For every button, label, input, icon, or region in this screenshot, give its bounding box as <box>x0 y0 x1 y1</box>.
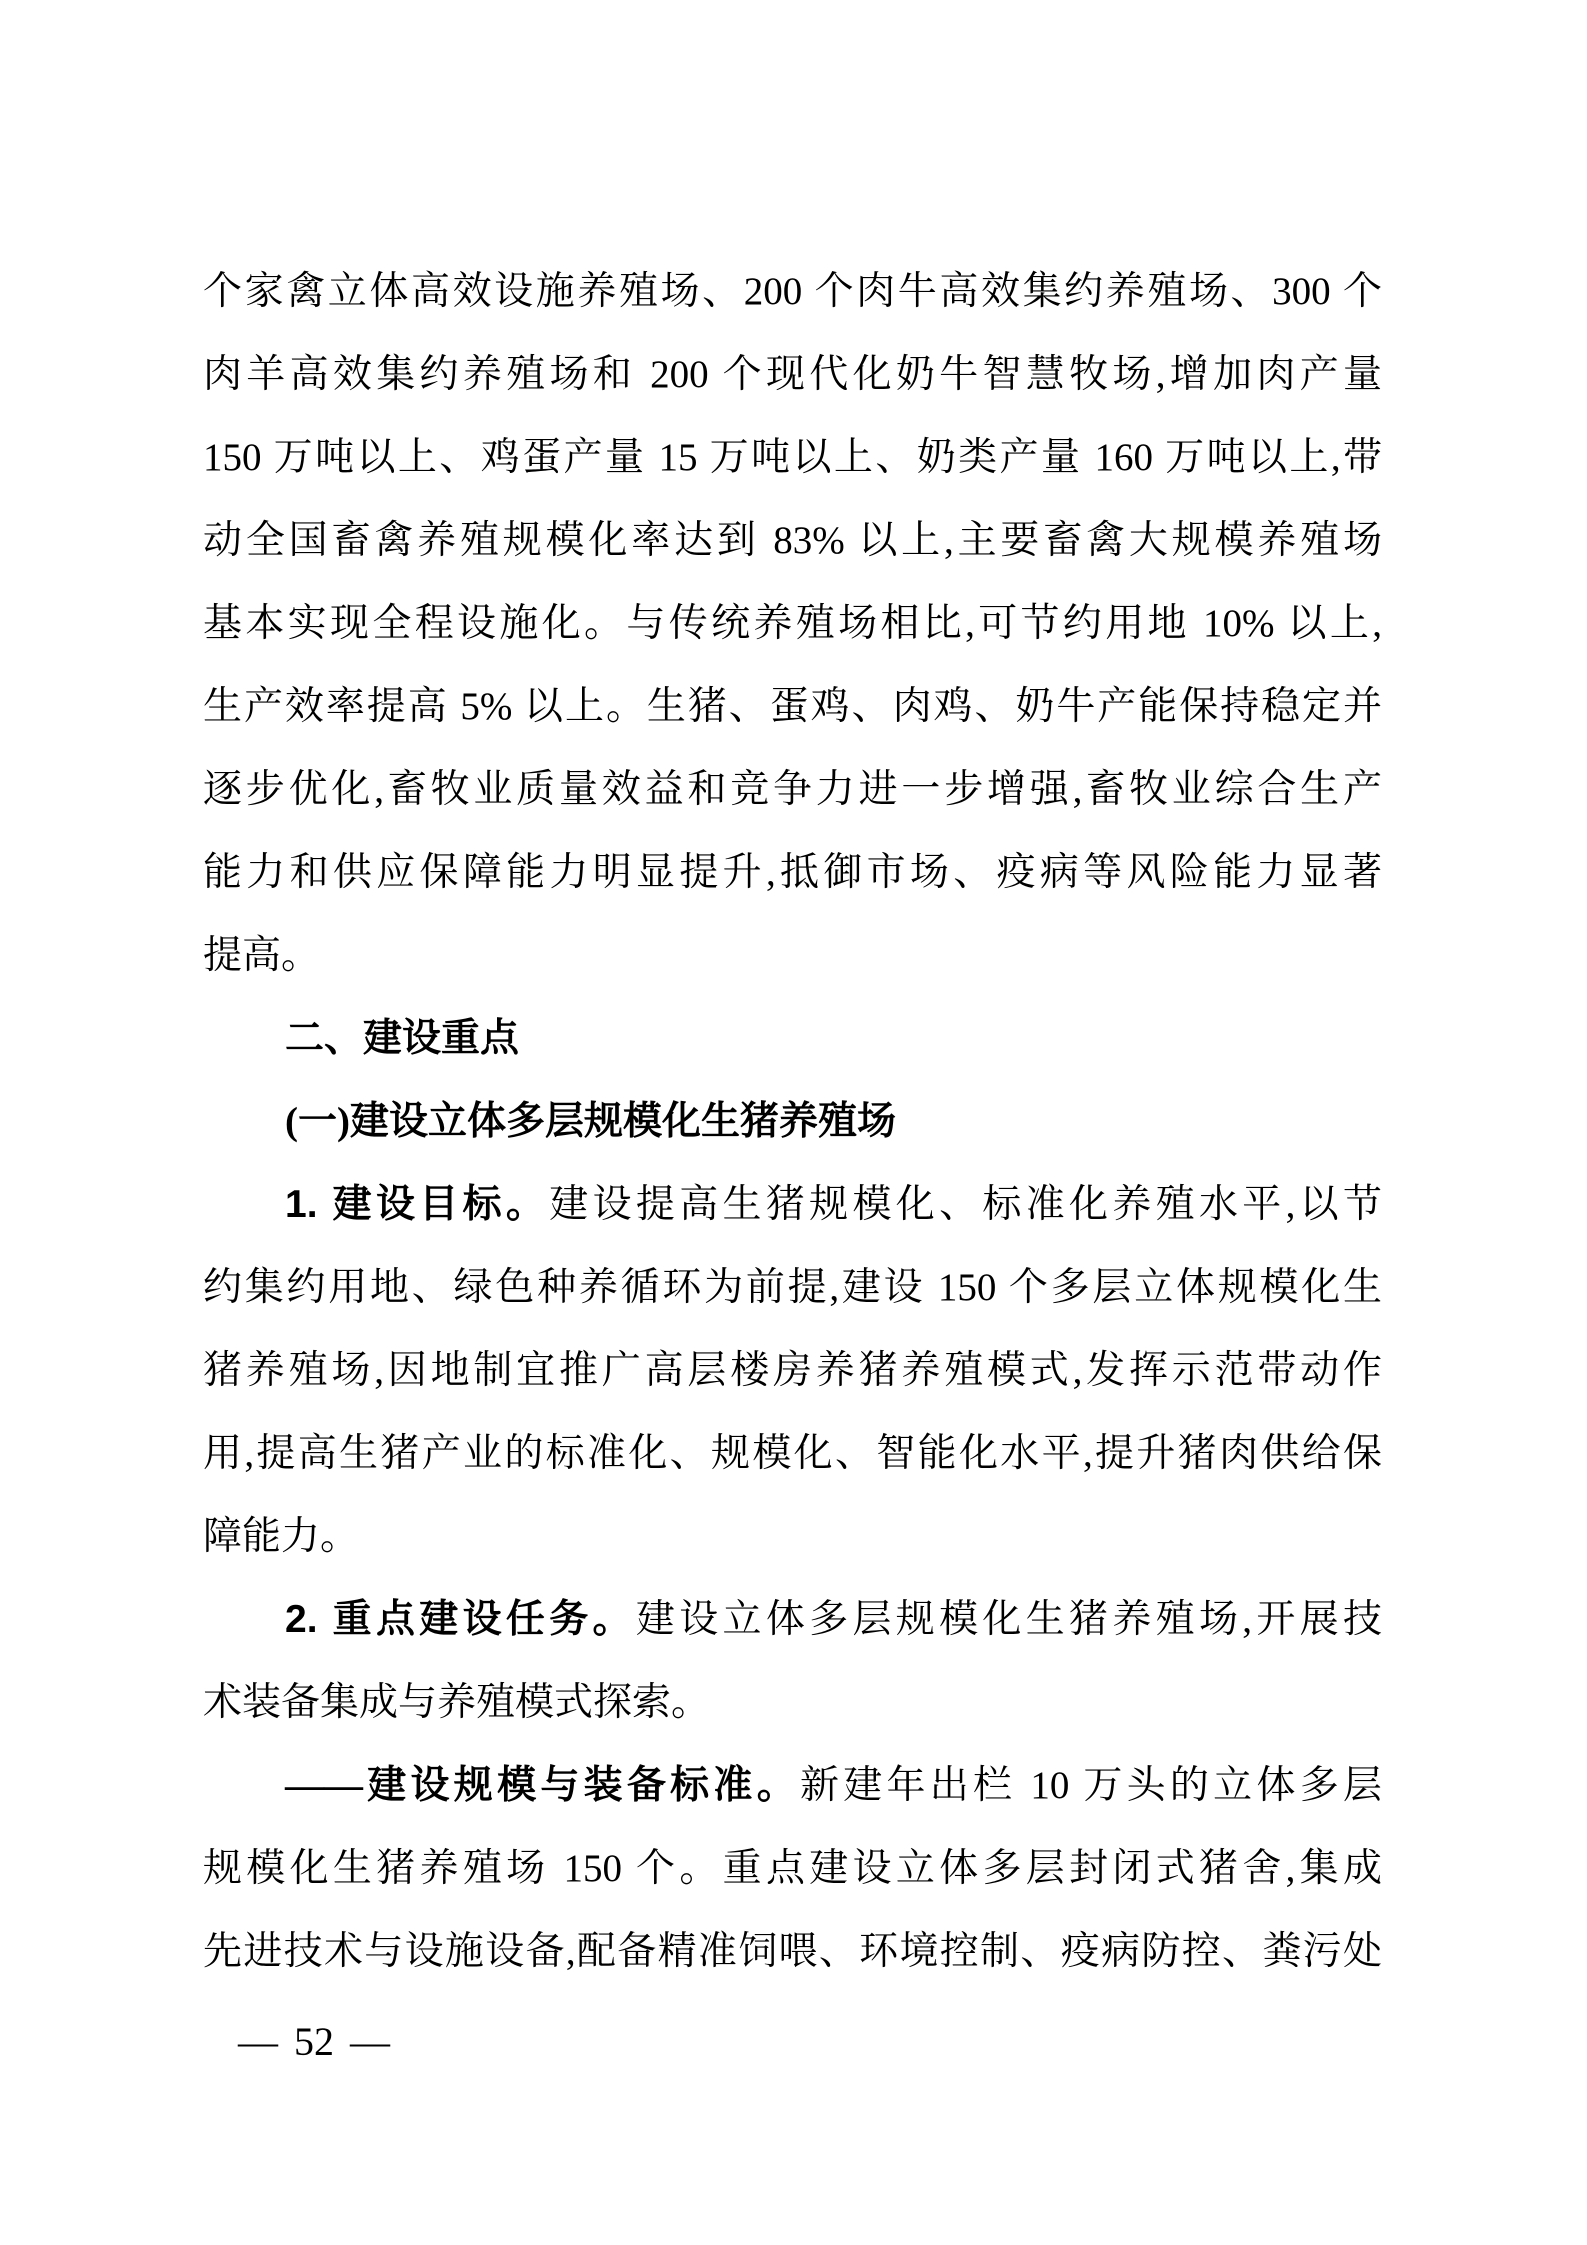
text-run: 约集约用地、绿色种养循环为前提,建设 150 个多层立体规模化生 <box>203 1266 1382 1309</box>
footer-dash-left: — <box>238 2019 278 2064</box>
text-line <box>203 1329 1382 1412</box>
text-run: 提高。 <box>203 934 321 977</box>
section-heading <box>203 997 1382 1080</box>
subsection-heading <box>203 1080 1382 1163</box>
text-line <box>203 1495 1382 1578</box>
text-line <box>203 333 1382 416</box>
text-block <box>203 250 1382 1993</box>
text-run: 个家禽立体高效设施养殖场、200 个肉牛高效集约养殖场、300 个 <box>203 270 1382 313</box>
text-line <box>203 1827 1382 1910</box>
bold-heading-run: ——建设规模与装备标准。 <box>285 1764 800 1807</box>
text-run: 建设提高生猪规模化、标准化养殖水平,以节 <box>549 1183 1382 1226</box>
text-run: 先进技术与设施设备,配备精准饲喂、环境控制、疫病防控、粪污处 <box>203 1930 1382 1973</box>
bold-heading-run: 2. 重点建设任务。 <box>285 1598 636 1641</box>
text-run: 猪养殖场,因地制宜推广高层楼房养猪养殖模式,发挥示范带动作 <box>203 1349 1382 1392</box>
text-line <box>203 1163 1382 1246</box>
text-run: 150 万吨以上、鸡蛋产量 15 万吨以上、奶类产量 160 万吨以上,带 <box>203 436 1382 479</box>
text-run: 建设立体多层规模化生猪养殖场,开展技 <box>635 1598 1382 1641</box>
text-run: 生产效率提高 5% 以上。生猪、蛋鸡、肉鸡、奶牛产能保持稳定并 <box>203 685 1382 728</box>
text-line <box>203 748 1382 831</box>
text-line <box>203 1578 1382 1661</box>
text-run: 基本实现全程设施化。与传统养殖场相比,可节约用地 10% 以上, <box>203 602 1382 645</box>
text-run: 肉羊高效集约养殖场和 200 个现代化奶牛智慧牧场,增加肉产量 <box>203 353 1382 396</box>
text-line <box>203 1910 1382 1993</box>
text-line <box>203 1661 1382 1744</box>
text-line <box>203 1246 1382 1329</box>
text-run: 动全国畜禽养殖规模化率达到 83% 以上,主要畜禽大规模养殖场 <box>203 519 1382 562</box>
bold-heading-run: (一)建设立体多层规模化生猪养殖场 <box>285 1100 896 1143</box>
footer-dash-right: — <box>350 2019 390 2064</box>
text-line <box>203 1744 1382 1827</box>
page-number: 52 <box>294 2019 334 2064</box>
text-run: 术装备集成与养殖模式探索。 <box>203 1681 711 1724</box>
bold-heading-run: 1. 建设目标。 <box>285 1183 550 1226</box>
text-run: 能力和供应保障能力明显提升,抵御市场、疫病等风险能力显著 <box>203 851 1382 894</box>
text-line <box>203 831 1382 914</box>
text-run: 逐步优化,畜牧业质量效益和竞争力进一步增强,畜牧业综合生产 <box>203 768 1382 811</box>
text-line <box>203 416 1382 499</box>
text-run: 障能力。 <box>203 1515 360 1558</box>
text-line <box>203 582 1382 665</box>
text-run: 规模化生猪养殖场 150 个。重点建设立体多层封闭式猪舍,集成 <box>203 1847 1382 1890</box>
text-line <box>203 665 1382 748</box>
text-run: 新建年出栏 10 万头的立体多层 <box>799 1764 1382 1807</box>
text-line <box>203 1412 1382 1495</box>
text-line <box>203 499 1382 582</box>
bold-heading-run: 二、建设重点 <box>285 1017 520 1060</box>
text-run: 用,提高生猪产业的标准化、规模化、智能化水平,提升猪肉供给保 <box>203 1432 1382 1475</box>
text-line <box>203 250 1382 333</box>
page-number-footer <box>238 2020 390 2064</box>
text-line <box>203 914 1382 997</box>
